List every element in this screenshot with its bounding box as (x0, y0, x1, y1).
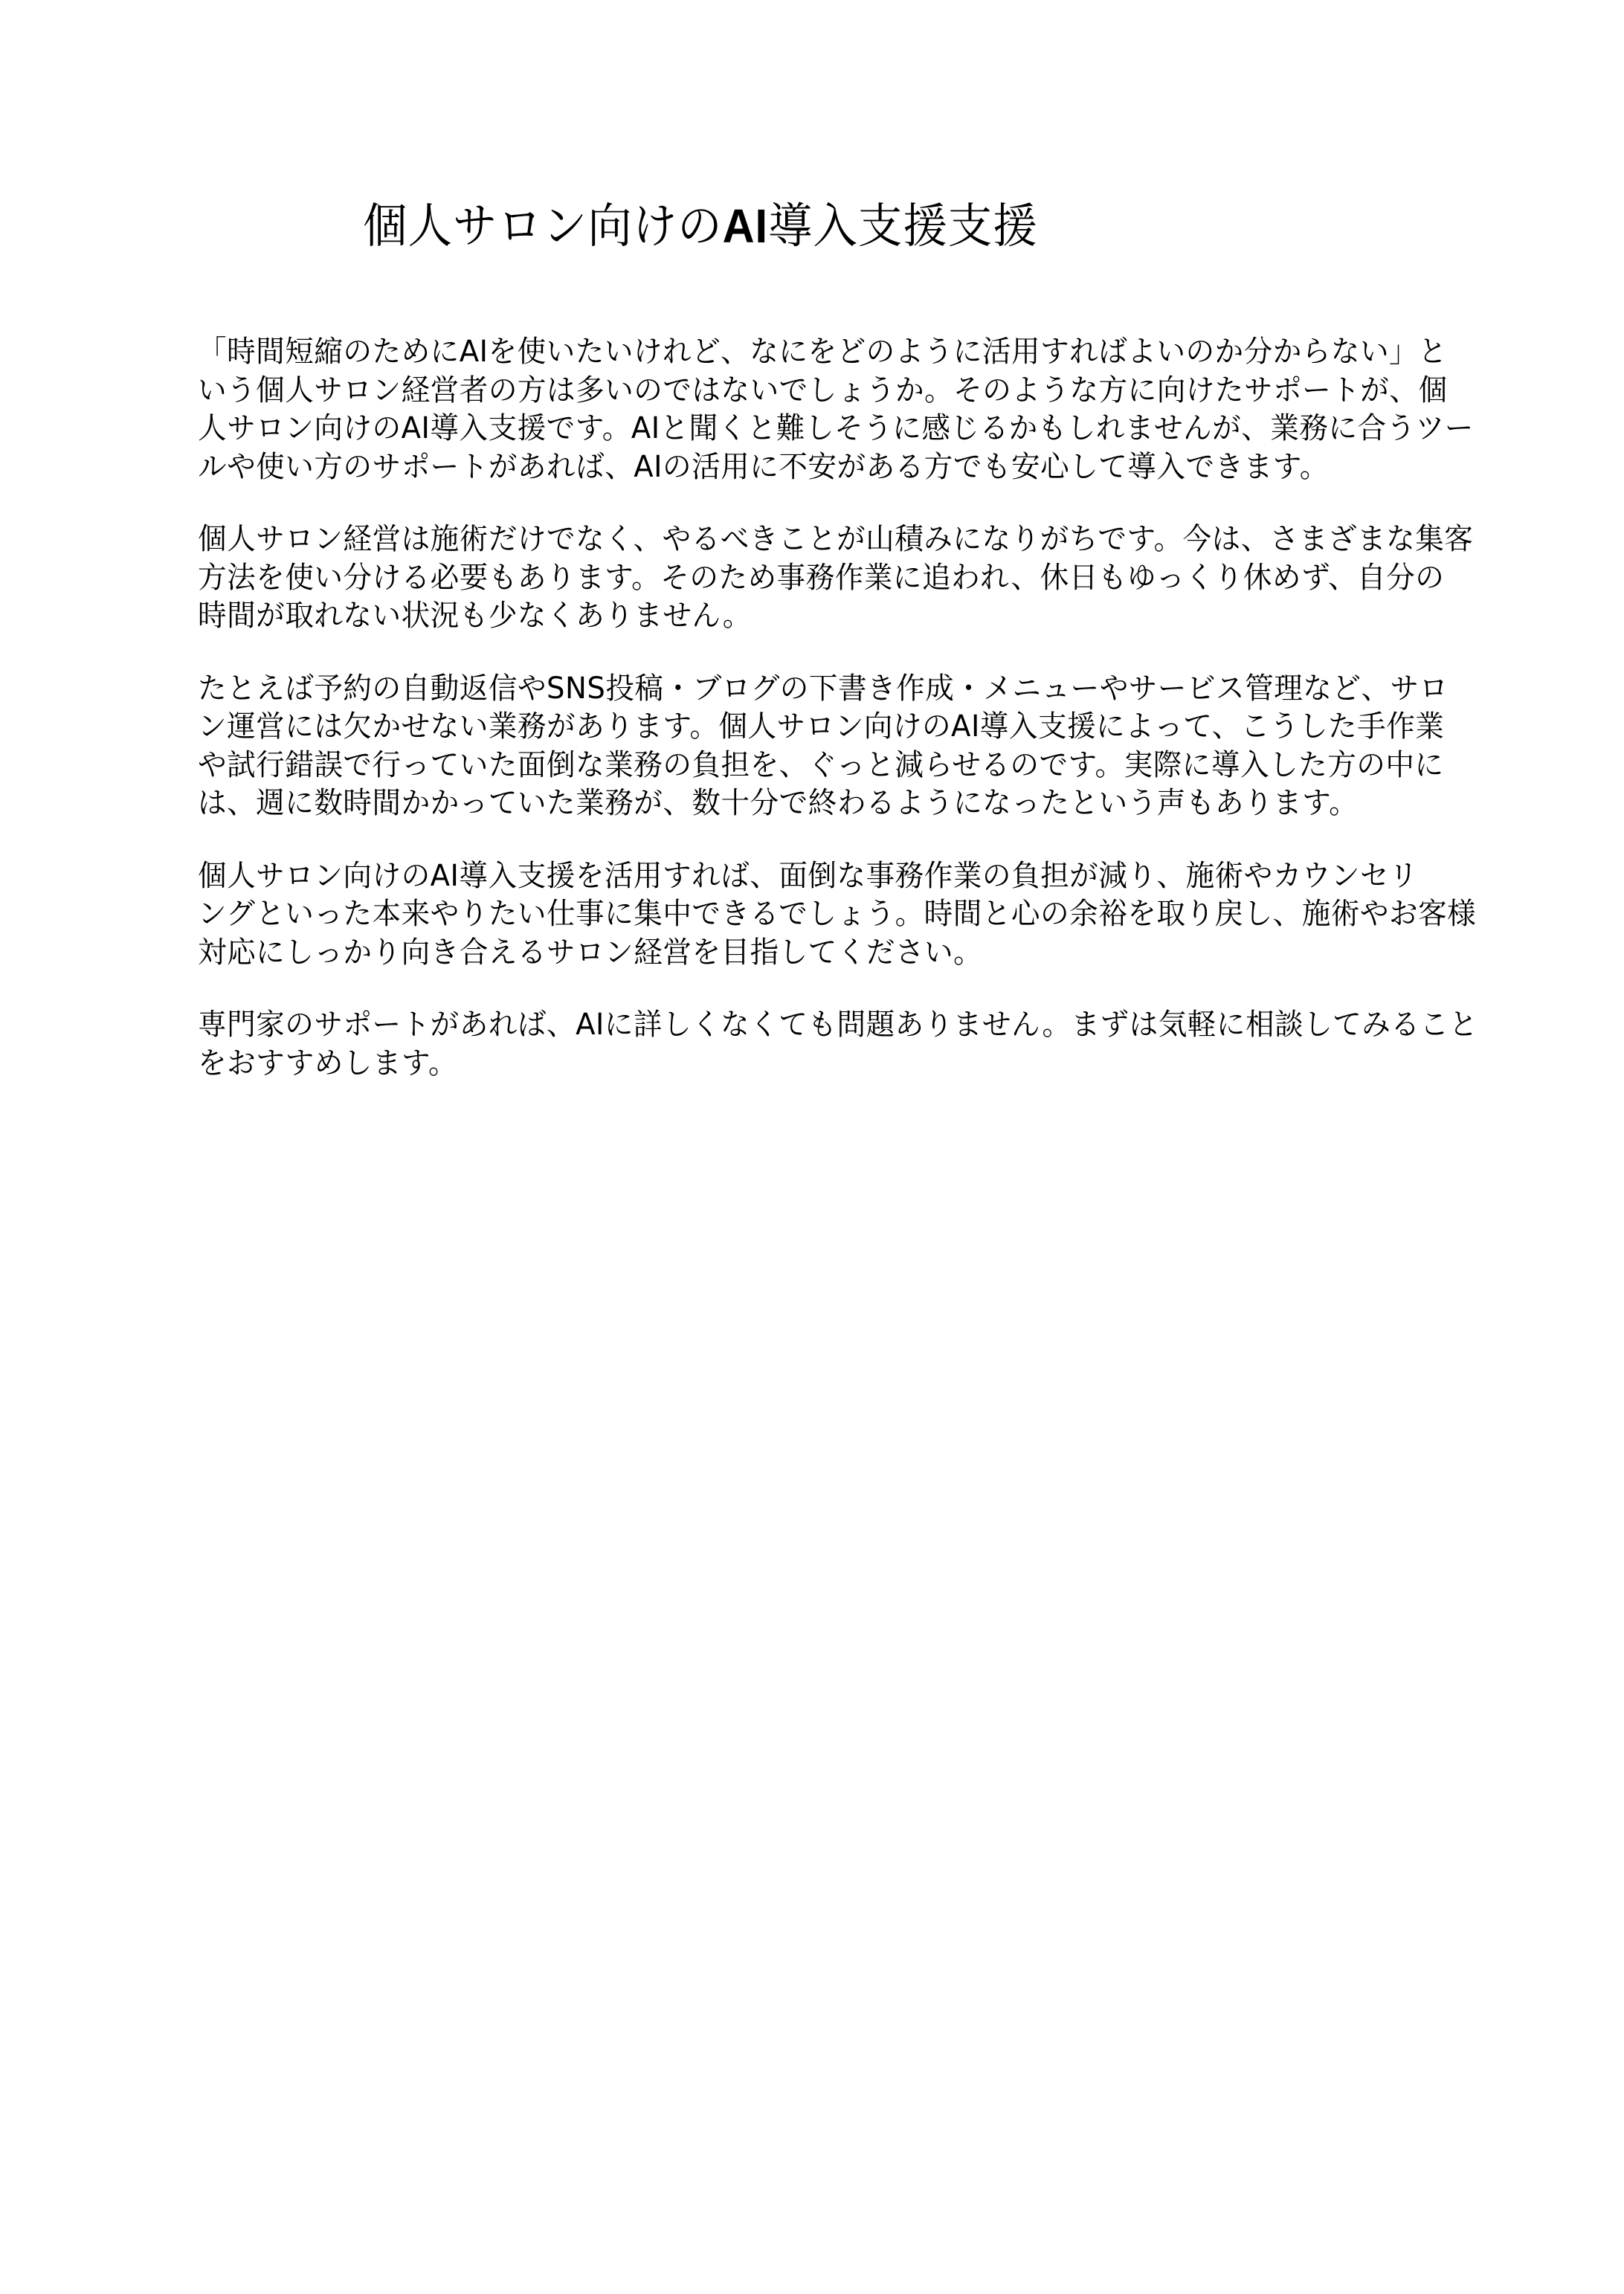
paragraph-line: たとえば予約の自動返信やSNS投稿・ブログの下書き作成・メニューやサービス管理など、サロ (198, 671, 1449, 706)
paragraph-line: 個人サロン経営は施術だけでなく、やるべきことが山積みになりがちです。今は、さまざまな集客 (198, 522, 1474, 556)
paragraph-salon-workload (198, 521, 1474, 636)
title-part-after: 導入支援支援 (767, 199, 1038, 254)
paragraph-line: や試行錯誤で行っていた面倒な業務の負担を、ぐっと減らせるのです。実際に導入した方の中に (198, 747, 1444, 782)
paragraph-line: をおすすめします。 (198, 1045, 458, 1080)
paragraph-line: 対応にしっかり向き合えるサロン経営を目指してください。 (198, 935, 983, 970)
paragraph-line: 専門家のサポートがあれば、AIに詳しくなくても問題ありません。まずは気軽に相談してみること (198, 1008, 1478, 1042)
paragraph-line: 「時間短縮のためにAIを使いたいけれど、なにをどのように活用すればよいのか分からない」と (198, 335, 1448, 369)
paragraph-line: ングといった本来やりたい仕事に集中できるでしょう。時間と心の余裕を取り戻し、施術やお客様 (198, 897, 1477, 931)
paragraph-line: は、週に数時間かかっていた業務が、数十分で終わるようになったという声もあります。 (198, 786, 1359, 820)
document-body (198, 333, 1478, 1117)
paragraph-line: 人サロン向けのAI導入支援です。AIと聞くと難しそうに感じるかもしれませんが、業務に合うツー (198, 411, 1474, 445)
title-part-latin: AI (722, 199, 768, 253)
paragraph-line: 時間が取れない状況も少なくありません。 (198, 599, 752, 633)
paragraph-examples (198, 670, 1462, 823)
paragraph-line: いう個人サロン経営者の方は多いのではないでしょうか。そのような方に向けたサポートが、個 (198, 373, 1448, 407)
paragraph-closing (198, 1006, 1478, 1083)
paragraph-line: ン運営には欠かせない業務があります。個人サロン向けのAI導入支援によって、こうした手作業 (198, 709, 1445, 744)
paragraph-benefits (198, 857, 1477, 973)
paragraph-line: ルや使い方のサポートがあれば、AIの活用に不安がある方でも安心して導入できます。 (198, 449, 1329, 484)
title-part-before: 個人サロン向けの (363, 199, 723, 254)
document-title (363, 195, 1038, 258)
paragraph-line: 個人サロン向けのAI導入支援を活用すれば、面倒な事務作業の負担が減り、施術やカウンセリ (198, 858, 1419, 893)
paragraph-intro (198, 333, 1474, 486)
paragraph-line: 方法を使い分ける必要もあります。そのため事務作業に追われ、休日もゆっくり休めず、自分の (198, 560, 1445, 595)
